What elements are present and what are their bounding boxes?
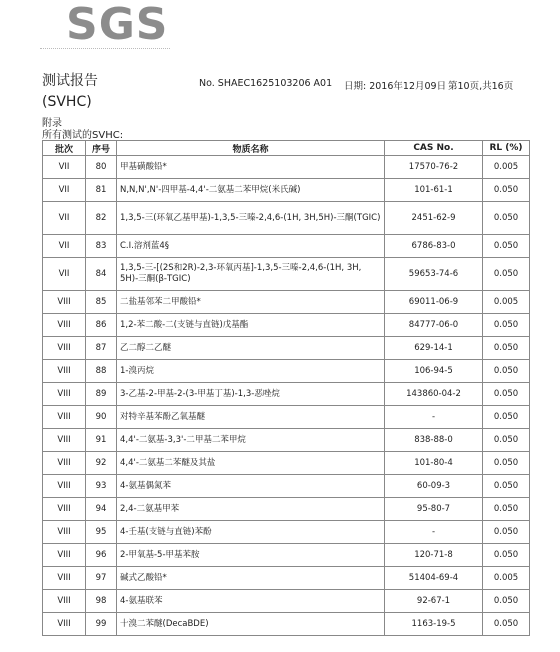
cell-substance: 碱式乙酸铅* [117,567,385,590]
cell-substance: 2-甲氧基-5-甲基苯胺 [117,544,385,567]
table-row [43,544,530,567]
cell-batch: VIII [43,544,86,567]
cell-substance: 甲基磺酸铅* [117,156,385,179]
cell-rl: 0.050 [483,590,530,613]
cell-substance: 4,4'-二氨基-3,3'-二甲基二苯甲烷 [117,429,385,452]
cell-cas: 51404-69-4 [385,567,483,590]
cell-cas: 101-61-1 [385,179,483,202]
cell-no: 91 [86,429,117,452]
cell-substance: 3-乙基-2-甲基-2-(3-甲基丁基)-1,3-恶唑烷 [117,383,385,406]
cell-no: 82 [86,202,117,235]
table-row [43,235,530,258]
cell-no: 94 [86,498,117,521]
logo-divider [40,48,170,49]
cell-cas: - [385,521,483,544]
cell-batch: VIII [43,475,86,498]
cell-substance: N,N,N',N'-四甲基-4,4'-二氨基二苯甲烷(米氏碱) [117,179,385,202]
cell-batch: VII [43,156,86,179]
cell-rl: 0.050 [483,544,530,567]
cell-batch: VII [43,179,86,202]
cell-cas: 6786-83-0 [385,235,483,258]
table-row [43,567,530,590]
table-row [43,360,530,383]
cell-rl: 0.050 [483,202,530,235]
header-no: 序号 [86,141,117,156]
cell-rl: 0.050 [483,406,530,429]
cell-rl: 0.050 [483,613,530,636]
cell-no: 92 [86,452,117,475]
cell-rl: 0.005 [483,156,530,179]
cell-cas: 92-67-1 [385,590,483,613]
cell-cas: 106-94-5 [385,360,483,383]
cell-no: 93 [86,475,117,498]
page-indicator: 第10页,共16页 [448,81,514,92]
cell-batch: VII [43,202,86,235]
cell-rl: 0.050 [483,521,530,544]
cell-batch: VIII [43,613,86,636]
cell-substance: 二盐基邻苯二甲酸铅* [117,291,385,314]
cell-no: 96 [86,544,117,567]
cell-substance: 1,3,5-三(环氧乙基甲基)-1,3,5-三嗪-2,4,6-(1H, 3H,5H)-三酮(TGIC) [117,202,385,235]
cell-no: 99 [86,613,117,636]
table-row [43,521,530,544]
report-title: 测试报告 [42,73,98,89]
cell-rl: 0.050 [483,337,530,360]
cell-cas: - [385,406,483,429]
cell-rl: 0.005 [483,567,530,590]
table-row [43,314,530,337]
cell-no: 98 [86,590,117,613]
cell-no: 81 [86,179,117,202]
cell-no: 85 [86,291,117,314]
cell-substance: 对特辛基苯酚乙氧基醚 [117,406,385,429]
cell-substance: 4-氨基偶氮苯 [117,475,385,498]
cell-batch: VIII [43,452,86,475]
cell-rl: 0.050 [483,314,530,337]
header-substance: 物质名称 [117,141,385,156]
cell-rl: 0.050 [483,179,530,202]
sgs-logo: SGS [66,0,169,50]
cell-cas: 2451-62-9 [385,202,483,235]
cell-substance: 4,4'-二氨基二苯醚及其盐 [117,452,385,475]
cell-batch: VIII [43,291,86,314]
cell-substance: 1-溴丙烷 [117,360,385,383]
cell-no: 97 [86,567,117,590]
cell-cas: 95-80-7 [385,498,483,521]
appendix-label: 附录 [42,118,62,129]
cell-no: 88 [86,360,117,383]
cell-no: 95 [86,521,117,544]
cell-batch: VIII [43,406,86,429]
cell-cas: 59653-74-6 [385,258,483,291]
header-cas: CAS No. [385,141,483,156]
table-row [43,590,530,613]
cell-substance: 十溴二苯醚(DecaBDE) [117,613,385,636]
cell-batch: VIII [43,590,86,613]
cell-cas: 838-88-0 [385,429,483,452]
cell-rl: 0.050 [483,235,530,258]
table-row [43,475,530,498]
cell-batch: VIII [43,498,86,521]
table-row [43,406,530,429]
cell-cas: 84777-06-0 [385,314,483,337]
cell-no: 89 [86,383,117,406]
cell-no: 80 [86,156,117,179]
table-row [43,291,530,314]
cell-rl: 0.050 [483,429,530,452]
report-number: No. SHAEC1625103206 A01 [199,78,333,89]
cell-batch: VIII [43,567,86,590]
all-tested-label: 所有测试的SVHC: [42,130,124,141]
cell-substance: 1,2-苯二酸-二(支链与直链)戊基酯 [117,314,385,337]
cell-batch: VII [43,258,86,291]
cell-cas: 120-71-8 [385,544,483,567]
cell-rl: 0.050 [483,475,530,498]
cell-cas: 69011-06-9 [385,291,483,314]
report-date: 日期: 2016年12月09日 [344,81,447,92]
table-row [43,429,530,452]
table-row [43,383,530,406]
table-header-row [43,141,530,156]
table-row [43,337,530,360]
table-row [43,202,530,235]
cell-batch: VIII [43,429,86,452]
cell-substance: 1,3,5-三-[(2S和2R)-2,3-环氧丙基]-1,3,5-三嗪-2,4,6-(1H, 3H, 5H)-三酮(β-TGIC) [117,258,385,291]
cell-batch: VII [43,235,86,258]
table-row [43,498,530,521]
cell-no: 84 [86,258,117,291]
header-rl: RL (%) [483,141,530,156]
cell-rl: 0.050 [483,383,530,406]
cell-rl: 0.050 [483,452,530,475]
cell-cas: 143860-04-2 [385,383,483,406]
cell-rl: 0.050 [483,360,530,383]
cell-substance: 2,4-二氨基甲苯 [117,498,385,521]
cell-rl: 0.005 [483,291,530,314]
cell-no: 87 [86,337,117,360]
cell-no: 90 [86,406,117,429]
cell-cas: 1163-19-5 [385,613,483,636]
cell-cas: 629-14-1 [385,337,483,360]
cell-batch: VIII [43,521,86,544]
cell-cas: 60-09-3 [385,475,483,498]
cell-substance: C.I.溶剂蓝4§ [117,235,385,258]
table-row [43,179,530,202]
cell-no: 83 [86,235,117,258]
table-row [43,156,530,179]
cell-rl: 0.050 [483,258,530,291]
table-row [43,613,530,636]
table-row [43,452,530,475]
cell-cas: 101-80-4 [385,452,483,475]
cell-substance: 乙二醇二乙醚 [117,337,385,360]
cell-batch: VIII [43,314,86,337]
cell-substance: 4-氨基联苯 [117,590,385,613]
cell-rl: 0.050 [483,498,530,521]
cell-no: 86 [86,314,117,337]
header-batch: 批次 [43,141,86,156]
svhc-table [42,140,530,636]
table-row [43,258,530,291]
cell-batch: VIII [43,337,86,360]
cell-batch: VIII [43,383,86,406]
cell-substance: 4-壬基(支链与直链)苯酚 [117,521,385,544]
cell-cas: 17570-76-2 [385,156,483,179]
report-subtitle: (SVHC) [42,94,92,110]
cell-batch: VIII [43,360,86,383]
